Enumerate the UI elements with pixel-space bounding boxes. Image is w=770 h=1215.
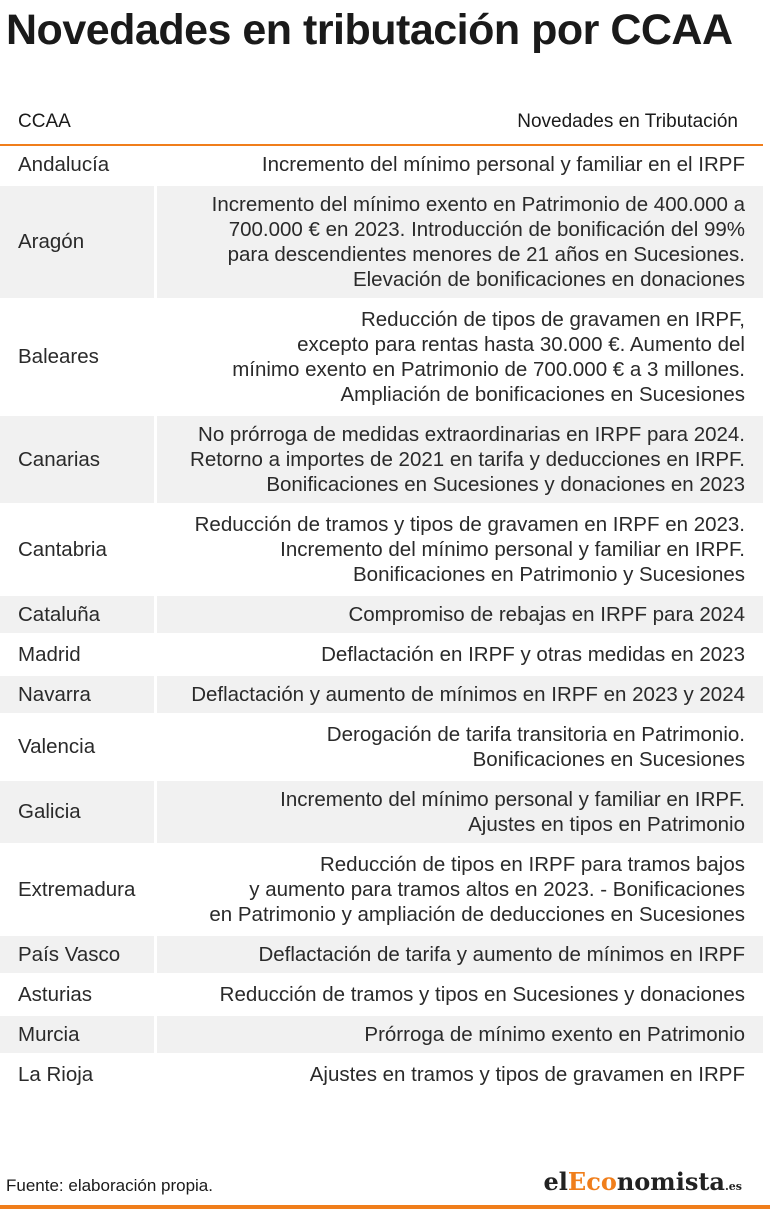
novedades-cell <box>157 976 763 1013</box>
novedades-line: excepto para rentas hasta 30.000 €. Aumento del <box>297 333 745 356</box>
ccaa-cell: País Vasco <box>0 936 157 973</box>
novedades-line: mínimo exento en Patrimonio de 700.000 € a 3 millones. <box>232 358 745 381</box>
brand-logo <box>544 1167 742 1196</box>
table-row <box>0 146 763 186</box>
ccaa-cell: Murcia <box>0 1016 157 1053</box>
table-body <box>0 146 763 1096</box>
table-row <box>0 186 763 301</box>
novedades-cell <box>157 846 763 933</box>
table-row <box>0 976 763 1016</box>
novedades-line: Ampliación de bonificaciones en Sucesiones <box>340 383 745 406</box>
novedades-line: Incremento del mínimo exento en Patrimonio de 400.000 a <box>211 193 745 216</box>
table-row <box>0 1016 763 1056</box>
novedades-cell <box>157 506 763 593</box>
novedades-line: Bonificaciones en Sucesiones <box>472 748 745 771</box>
ccaa-cell: Galicia <box>0 781 157 843</box>
novedades-cell <box>157 676 763 713</box>
novedades-line: Incremento del mínimo personal y familiar en el IRPF <box>261 153 745 176</box>
page-title: Novedades en tributación por CCAA <box>6 6 733 54</box>
ccaa-cell: Cantabria <box>0 506 157 593</box>
novedades-line: Incremento del mínimo personal y familiar en IRPF. <box>280 538 745 561</box>
table-row <box>0 676 763 716</box>
table-row <box>0 716 763 781</box>
novedades-line: 700.000 € en 2023. Introducción de bonificación del 99% <box>228 218 745 241</box>
novedades-cell <box>157 301 763 413</box>
novedades-line: para descendientes menores de 21 años en Sucesiones. <box>227 243 745 266</box>
novedades-line: Bonificaciones en Sucesiones y donaciones en 2023 <box>266 473 745 496</box>
novedades-line: Deflactación y aumento de mínimos en IRPF en 2023 y 2024 <box>191 683 745 706</box>
bottom-accent-bar <box>0 1205 770 1209</box>
novedades-cell <box>157 1056 763 1093</box>
novedades-cell <box>157 596 763 633</box>
table-header <box>0 100 763 146</box>
novedades-line: Incremento del mínimo personal y familiar en IRPF. <box>280 788 745 811</box>
novedades-line: y aumento para tramos altos en 2023. - Bonificaciones <box>249 878 745 901</box>
table-row <box>0 846 763 936</box>
table-row <box>0 636 763 676</box>
novedades-cell <box>157 716 763 778</box>
table-row <box>0 301 763 416</box>
ccaa-cell: La Rioja <box>0 1056 157 1093</box>
ccaa-cell: Asturias <box>0 976 157 1013</box>
brand-part: nomista <box>616 1167 725 1196</box>
table-row <box>0 1056 763 1096</box>
ccaa-cell: Extremadura <box>0 846 157 933</box>
novedades-cell <box>157 781 763 843</box>
table-row <box>0 781 763 846</box>
ccaa-cell: Baleares <box>0 301 157 413</box>
novedades-line: Bonificaciones en Patrimonio y Sucesiones <box>353 563 745 586</box>
novedades-cell <box>157 416 763 503</box>
table-row <box>0 596 763 636</box>
novedades-line: Elevación de bonificaciones en donaciones <box>352 268 745 291</box>
ccaa-cell: Canarias <box>0 416 157 503</box>
table-row <box>0 936 763 976</box>
source-note: Fuente: elaboración propia. <box>6 1176 213 1195</box>
brand-suffix: .es <box>724 1180 742 1193</box>
column-header-novedades: Novedades en Tributación <box>517 111 738 132</box>
novedades-line: Reducción de tramos y tipos en Sucesiones y donaciones <box>219 983 745 1006</box>
table-row <box>0 416 763 506</box>
novedades-cell <box>157 146 763 183</box>
novedades-line: Reducción de tipos de gravamen en IRPF, <box>360 308 745 331</box>
novedades-line: Ajustes en tipos en Patrimonio <box>468 813 745 836</box>
novedades-line: Ajustes en tramos y tipos de gravamen en IRPF <box>309 1063 745 1086</box>
novedades-line: en Patrimonio y ampliación de deducciones en Sucesiones <box>209 903 745 926</box>
novedades-line: Derogación de tarifa transitoria en Patrimonio. <box>326 723 745 746</box>
novedades-cell <box>157 636 763 673</box>
ccaa-cell: Madrid <box>0 636 157 673</box>
novedades-line: Prórroga de mínimo exento en Patrimonio <box>364 1023 745 1046</box>
brand-part-accent: Eco <box>567 1167 617 1196</box>
novedades-cell <box>157 936 763 973</box>
novedades-line: Deflactación de tarifa y aumento de mínimos en IRPF <box>258 943 745 966</box>
ccaa-cell: Andalucía <box>0 146 157 183</box>
ccaa-cell: Cataluña <box>0 596 157 633</box>
novedades-line: Reducción de tramos y tipos de gravamen en IRPF en 2023. <box>194 513 745 536</box>
ccaa-cell: Aragón <box>0 186 157 298</box>
column-header-ccaa: CCAA <box>18 111 71 132</box>
novedades-cell <box>157 1016 763 1053</box>
ccaa-cell: Valencia <box>0 716 157 778</box>
novedades-line: No prórroga de medidas extraordinarias en IRPF para 2024. <box>198 423 745 446</box>
brand-part: el <box>543 1167 568 1196</box>
tax-news-table <box>0 100 763 1096</box>
novedades-line: Reducción de tipos en IRPF para tramos bajos <box>319 853 745 876</box>
table-row <box>0 506 763 596</box>
novedades-line: Deflactación en IRPF y otras medidas en 2023 <box>321 643 745 666</box>
novedades-cell <box>157 186 763 298</box>
ccaa-cell: Navarra <box>0 676 157 713</box>
novedades-line: Retorno a importes de 2021 en tarifa y deducciones en IRPF. <box>190 448 745 471</box>
novedades-line: Compromiso de rebajas en IRPF para 2024 <box>348 603 745 626</box>
